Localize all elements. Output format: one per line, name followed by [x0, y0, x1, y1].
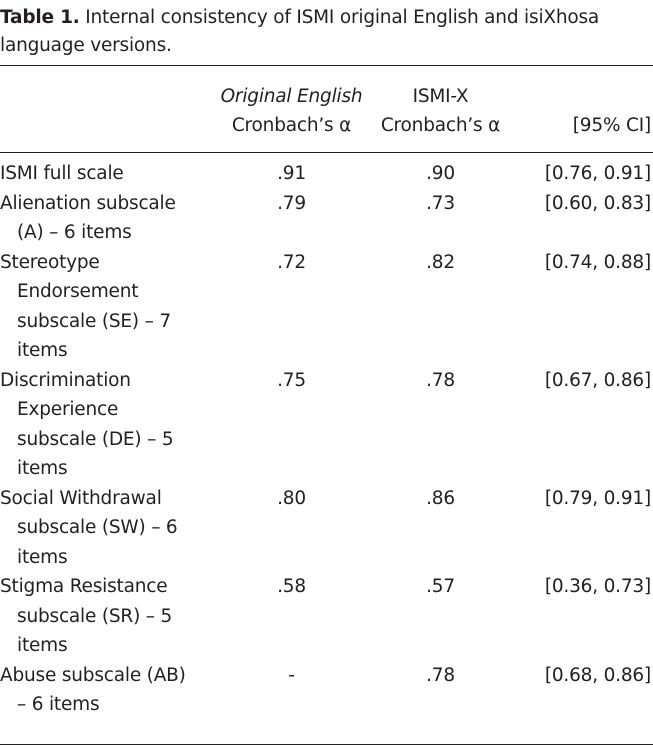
- scale-name-continuation: items: [17, 340, 68, 361]
- cell-original-english-alpha: .79: [277, 192, 306, 214]
- scale-name-line: Stigma Resistance: [0, 576, 168, 597]
- scale-name-continuation: subscale (DE) – 5: [17, 428, 174, 450]
- cell-scale-name: [0, 248, 215, 366]
- scale-name-continuation: (A) – 6 items: [17, 222, 132, 243]
- table-row: [0, 661, 653, 720]
- header-scale: [0, 66, 215, 152]
- scale-name-line: ISMI full scale: [0, 163, 124, 184]
- scale-name-line: Abuse subscale (AB): [0, 664, 186, 686]
- cell-original-english-alpha: .75: [277, 369, 306, 391]
- cell-original-english-alpha: .80: [277, 487, 306, 509]
- cell-ismix-alpha: .78: [426, 664, 455, 686]
- scale-name-line: Discrimination: [0, 369, 131, 391]
- header-original-english-alpha: Cronbach’s α: [231, 115, 352, 136]
- scale-name-continuation: subscale (SE) – 7: [17, 310, 171, 332]
- table-row: [0, 189, 653, 248]
- cell-original-english-alpha: .91: [277, 163, 306, 184]
- header-ismix: [368, 66, 513, 152]
- header-ismix-title: ISMI-X: [412, 86, 469, 107]
- cell-ismix-alpha: .78: [426, 369, 455, 391]
- scale-name-line: Alienation subscale: [0, 192, 176, 214]
- cell-ismix-alpha: .90: [426, 163, 455, 184]
- scale-name-continuation: items: [17, 458, 68, 479]
- header-confidence-interval: [95% CI]: [572, 115, 651, 136]
- cell-ismix-alpha: .86: [426, 487, 455, 509]
- table-row: [0, 366, 653, 484]
- table-caption-label: Table 1.: [0, 7, 80, 28]
- scale-name-continuation: – 6 items: [17, 694, 100, 715]
- table-caption-text: Internal consistency of ISMI original English and isiXhosa language versions.: [0, 7, 600, 56]
- scale-name-continuation: Endorsement: [17, 281, 139, 302]
- cell-confidence-interval: [0.36, 0.73]: [544, 576, 651, 597]
- table-caption: [0, 4, 653, 60]
- cell-ismix-alpha: .82: [426, 251, 455, 273]
- consistency-table: [0, 66, 653, 720]
- cell-scale-name: [0, 152, 215, 189]
- cell-ismix-alpha: .57: [426, 576, 455, 597]
- table-row: [0, 572, 653, 661]
- cell-original-english-alpha: .58: [277, 576, 306, 597]
- cell-confidence-interval: [0.67, 0.86]: [544, 369, 651, 391]
- header-original-english-title: Original English: [220, 86, 363, 107]
- cell-scale-name: [0, 366, 215, 484]
- scale-name-continuation: items: [17, 635, 68, 656]
- cell-original-english-alpha: .72: [277, 251, 306, 273]
- header-ismix-alpha: Cronbach’s α: [380, 115, 501, 136]
- cell-scale-name: [0, 661, 215, 720]
- cell-original-english-alpha: -: [288, 664, 295, 686]
- scale-name-continuation: Experience: [17, 399, 119, 420]
- cell-scale-name: [0, 484, 215, 573]
- table-row: [0, 484, 653, 573]
- scale-name-continuation: subscale (SR) – 5: [17, 605, 173, 627]
- cell-confidence-interval: [0.60, 0.83]: [544, 192, 651, 214]
- cell-confidence-interval: [0.76, 0.91]: [544, 163, 651, 184]
- cell-confidence-interval: [0.79, 0.91]: [544, 487, 651, 509]
- scale-name-continuation: subscale (SW) – 6: [17, 517, 178, 538]
- cell-confidence-interval: [0.68, 0.86]: [544, 664, 651, 686]
- cell-ismix-alpha: .73: [426, 192, 455, 214]
- table-bottom-rule: [0, 744, 653, 745]
- table-header-row: [0, 66, 653, 152]
- cell-scale-name: [0, 572, 215, 661]
- cell-scale-name: [0, 189, 215, 248]
- table-row: [0, 152, 653, 189]
- header-original-english: [215, 66, 368, 152]
- scale-name-continuation: items: [17, 546, 68, 568]
- scale-name-line: Stereotype: [0, 251, 100, 273]
- table-body: [0, 152, 653, 720]
- table-row: [0, 248, 653, 366]
- scale-name-line: Social Withdrawal: [0, 487, 162, 509]
- cell-confidence-interval: [0.74, 0.88]: [544, 251, 651, 273]
